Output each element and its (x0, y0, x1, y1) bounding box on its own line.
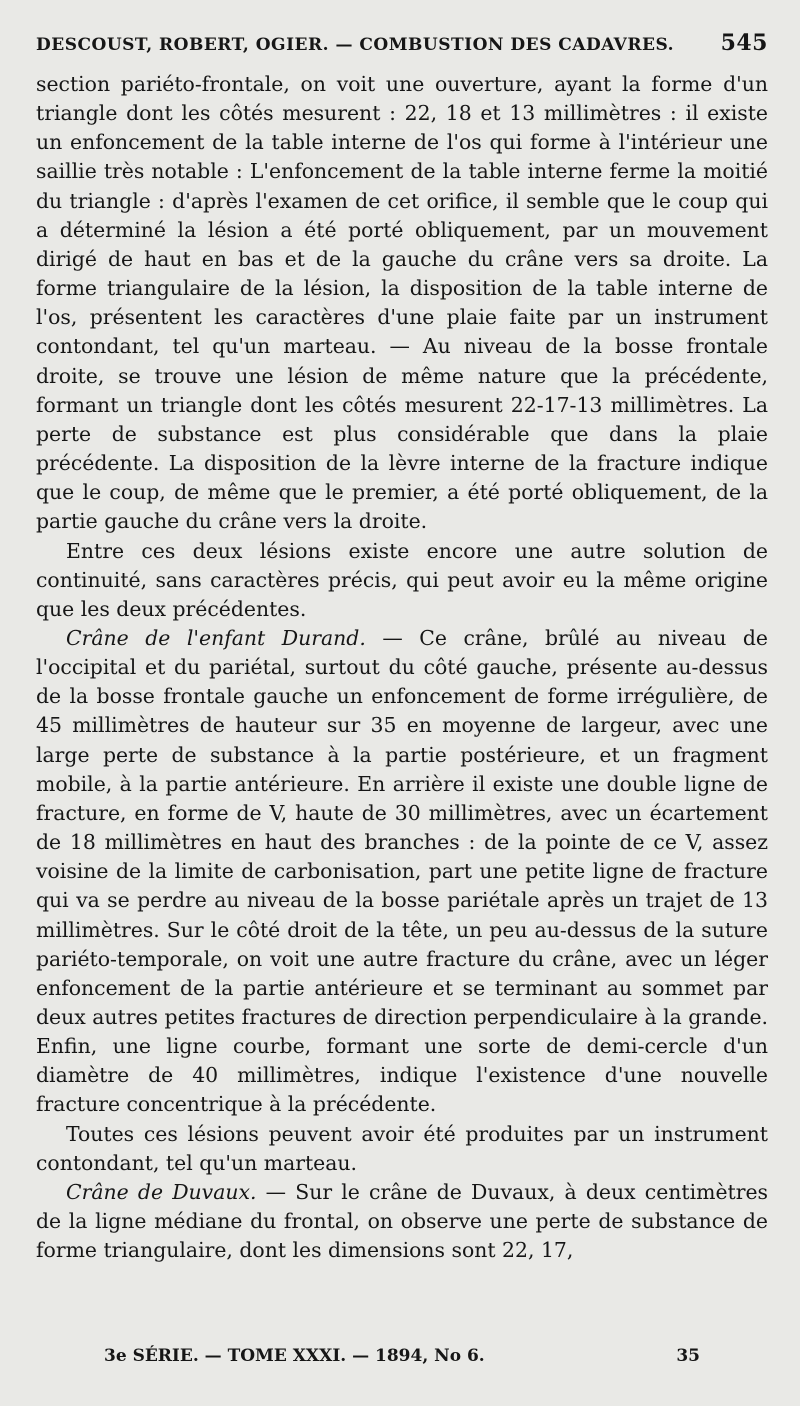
section-heading: Crâne de l'enfant Durand. (66, 625, 366, 650)
paragraph: Toutes ces lésions peuvent avoir été produites par un instrument contondant, tel qu'un marteau. (36, 1121, 768, 1175)
paragraph: Entre ces deux lésions existe encore une autre solution de continuité, sans caractères précis, qui peut avoir eu la même origine que les deux précédentes. (36, 538, 768, 621)
paragraph: section pariéto-frontale, on voit une ouverture, ayant la forme d'un triangle dont les côtés mesurent : 22, 18 et 13 millimètres : il existe un enfoncement de la table interne de l'os qui forme à l'intérieur une saillie très notable : L'enfoncement de la table interne ferme la moitié du triangle : d'après l'examen de cet orifice, il semble que le coup qui a déterminé la lésion a été porté obliquement, par un mouvement dirigé de haut en bas et de la gauche du crâne vers sa droite. La forme triangulaire de la lésion, la disposition de la table interne de l'os, présentent les caractères d'une plaie faite par un instrument contondant, tel qu'un marteau. — Au niveau de la bosse frontale droite, se trouve une lésion de même nature que la précédente, formant un triangle dont les côtés mesurent 22-17-13 millimètres. La perte de substance est plus considérable que dans la plaie précédente. La disposition de la lèvre interne de la fracture indique que le coup, de même que le premier, a été porté obliquement, de la partie gauche du crâne vers la droite. (36, 72, 768, 534)
paragraph: Crâne de Duvaux. — Sur le crâne de Duvaux, à deux centimètres de la ligne médiane du frontal, on observe une perte de substance de forme triangulaire, dont les dimensions sont 22, 17, (36, 1179, 768, 1263)
series-info: 3e SÉRIE. — TOME XXXI. — 1894, No 6. (104, 1346, 485, 1366)
section-heading: Crâne de Duvaux. (66, 1179, 257, 1204)
running-title: DESCOUST, ROBERT, OGIER. — COMBUSTION DES CADAVRES. (36, 35, 675, 55)
page-footer (0, 1346, 800, 1366)
paragraph: Crâne de l'enfant Durand. — Ce crâne, brûlé au niveau de l'occipital et du pariétal, surtout du côté gauche, présente au-dessus de la bosse frontale gauche un enfoncement de forme irrégulière, de 45 millimètres de hauteur sur 35 en moyenne de largeur, avec une large perte de substance à la partie postérieure, et un fragment mobile, à la partie antérieure. En arrière il existe une double ligne de fracture, en forme de V, haute de 30 millimètres, avec un écartement de 18 millimètres en haut des branches : de la pointe de ce V, assez voisine de la limite de carbonisation, part une petite ligne de fracture qui va se perdre au niveau de la bosse pariétale après un trajet de 13 millimètres. Sur le côté droit de la tête, un peu au-dessus de la suture pariéto-temporale, on voit une autre fracture du crâne, avec un léger enfoncement de la partie antérieure et se terminant au sommet par deux autres petites fractures de direction perpendiculaire à la grande. Enfin, une ligne courbe, formant une sorte de demi-cercle d'un diamètre de 40 millimètres, indique l'existence d'une nouvelle fracture concentrique à la précédente. (36, 625, 768, 1117)
body-text (36, 70, 768, 1265)
page-number: 545 (720, 30, 768, 56)
sheet-number: 35 (676, 1346, 700, 1366)
running-header (36, 30, 768, 70)
